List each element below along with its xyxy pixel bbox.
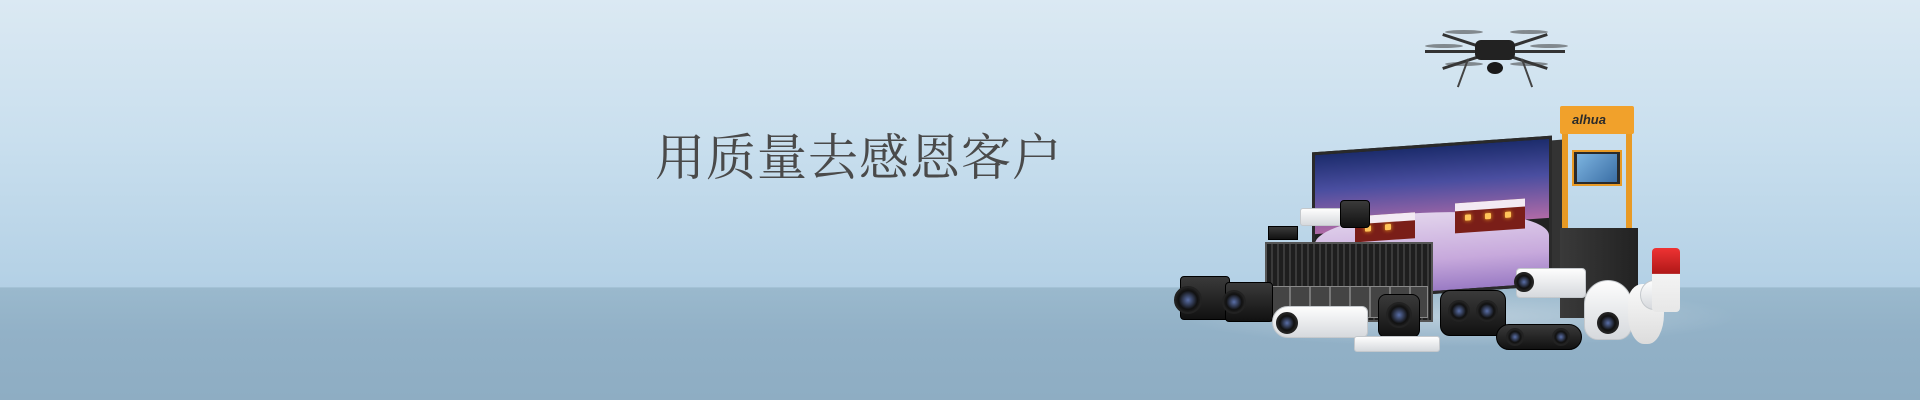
mini-ptz-camera	[1340, 200, 1370, 228]
thermal-camera-lens-1	[1448, 300, 1470, 322]
industrial-camera-lens	[1174, 286, 1202, 314]
small-box-camera	[1268, 226, 1298, 240]
thermal-camera-lens-2	[1476, 300, 1498, 322]
dual-lens-camera-lens-2	[1552, 328, 1570, 346]
ptz-dome-camera-lens	[1597, 312, 1619, 334]
dual-lens-camera-lens-1	[1506, 328, 1524, 346]
kiosk-screen-display	[1577, 154, 1617, 182]
video-wall-illustration	[1160, 18, 1161, 19]
conference-camera-base	[1354, 336, 1440, 352]
alarm-siren	[1652, 248, 1680, 312]
kiosk-brand-logo: alhua	[1572, 112, 1606, 127]
industrial-camera-2-lens	[1222, 290, 1246, 314]
conference-camera-lens	[1386, 302, 1412, 328]
bullet-camera-lens	[1276, 312, 1298, 334]
banner-slogan: 用质量去感恩客户	[655, 129, 1063, 187]
box-camera-lens	[1514, 272, 1534, 292]
